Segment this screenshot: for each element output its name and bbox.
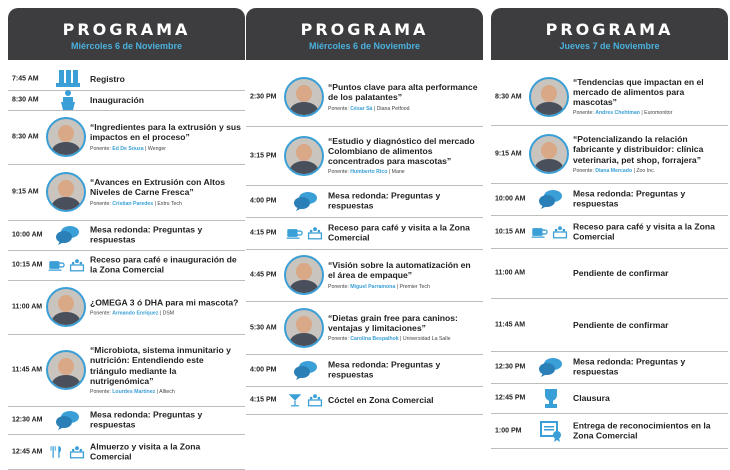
- chat-icon: [292, 359, 320, 381]
- time-label: 1:00 PM: [495, 427, 522, 434]
- speaker-photo: [284, 77, 324, 117]
- speaker-label: Ponente:: [90, 310, 111, 317]
- time-label: 8:30 AM: [495, 93, 522, 100]
- session-info: [573, 77, 724, 117]
- session-info: [328, 360, 479, 381]
- trophy-icon: [537, 387, 565, 409]
- session-info: [573, 420, 724, 441]
- speaker-line: [328, 284, 479, 290]
- speaker-label: Ponente:: [573, 167, 594, 174]
- time-label: 11:00 AM: [12, 303, 43, 311]
- speaker-label: Ponente:: [328, 283, 349, 290]
- speaker-company: Extru Tech: [157, 200, 182, 207]
- column-header: [491, 8, 728, 60]
- separator: |: [387, 169, 392, 176]
- chat-icon: [54, 409, 82, 431]
- speaker-photo: [284, 308, 324, 348]
- speaker-company: Zoo Inc.: [636, 167, 656, 174]
- speaker-photo: [529, 134, 569, 174]
- speaker-company: Mane: [391, 169, 405, 176]
- schedule-row: [8, 110, 245, 165]
- column-date: Miércoles 6 de Noviembre: [70, 41, 183, 51]
- speaker-label: Ponente:: [90, 389, 111, 396]
- session-info: [573, 268, 724, 278]
- speaker-line: [328, 336, 479, 342]
- chat-icon: [537, 188, 565, 210]
- registration-icon: [54, 68, 82, 90]
- speaker-line: [328, 106, 479, 112]
- session-title: “Avances en Extrusión con Altos Niveles de Carne Fresca”: [90, 177, 225, 198]
- time-label: 4:00 PM: [250, 197, 277, 205]
- session-info: [328, 395, 479, 405]
- time-label: 10:15 AM: [12, 261, 43, 269]
- session-title: ¿OMEGA 3 ó DHA para mi mascota?: [90, 297, 239, 308]
- schedule-row: [491, 298, 728, 352]
- session-info: [90, 297, 241, 316]
- speaker-photo: [46, 350, 86, 390]
- speaker-name: César Sá: [350, 105, 373, 112]
- schedule-row: [491, 383, 728, 414]
- speaker-company: Diana Petfood: [376, 105, 410, 112]
- separator: |: [372, 105, 377, 112]
- speaker-name: Ed De Souza: [112, 145, 144, 152]
- time-label: 4:15 PM: [250, 396, 277, 404]
- session-info: [573, 134, 724, 174]
- session-title: Mesa redonda: Preguntas y respuestas: [90, 224, 203, 245]
- speaker-photo: [46, 172, 86, 212]
- session-title: “Ingredientes para la extrusión y sus impactos en el proceso”: [90, 122, 241, 143]
- separator: |: [398, 336, 403, 343]
- session-title: Pendiente de confirmar: [573, 267, 669, 278]
- cutlery-icon: [48, 441, 66, 463]
- session-info: [90, 122, 241, 152]
- time-label: 8:30 AM: [12, 96, 39, 104]
- schedule-column-3: [491, 8, 728, 461]
- session-info: [90, 177, 241, 207]
- time-label: 5:30 AM: [250, 324, 277, 331]
- schedule-row: [491, 183, 728, 216]
- session-info: [90, 345, 241, 395]
- session-title: Mesa redonda: Preguntas y respuestas: [573, 356, 686, 377]
- column-title: PROGRAMA: [545, 20, 674, 39]
- schedule-row: [8, 334, 245, 407]
- column-date: Miércoles 6 de Noviembre: [308, 41, 421, 51]
- speaker-label: Ponente:: [90, 200, 111, 207]
- session-title: “Dietas grain free para caninos: ventajas y limitaciones”: [328, 312, 458, 333]
- schedule-row: [246, 249, 483, 302]
- time-label: 11:45 AM: [12, 366, 43, 374]
- session-info: [90, 95, 241, 105]
- speaker-line: [90, 201, 241, 207]
- schedule-row: [8, 68, 245, 91]
- speaker-label: Ponente:: [573, 110, 594, 117]
- speaker-name: Miguel Parramona: [350, 283, 396, 290]
- speaker-name: Andres Chehtman: [595, 110, 640, 117]
- schedule-row: [491, 248, 728, 299]
- session-title: “Puntos clave para alta performance de los palatantes”: [328, 82, 478, 103]
- time-label: 11:45 AM: [495, 321, 526, 328]
- time-label: 4:45 PM: [250, 271, 277, 279]
- session-title: Clausura: [573, 392, 610, 403]
- schedule-row: [246, 301, 483, 355]
- session-title: Mesa redonda: Preguntas y respuestas: [328, 190, 441, 211]
- separator: |: [632, 167, 637, 174]
- column-title: PROGRAMA: [300, 20, 429, 39]
- booth-icon: [306, 222, 324, 244]
- session-title: “Potencializando la relación fabricante y distribuidor: clínica veterinaria, pet shop, forrajera”: [573, 134, 704, 165]
- chat-icon: [292, 190, 320, 212]
- time-label: 3:15 PM: [250, 152, 277, 159]
- schedule-column-1: [8, 8, 245, 461]
- session-info: [328, 223, 479, 244]
- speaker-label: Ponente:: [328, 105, 349, 112]
- session-title: Cóctel en Zona Comercial: [328, 394, 434, 405]
- speaker-company: Universidad La Salle: [402, 336, 451, 343]
- separator: |: [143, 145, 148, 152]
- speaker-name: Humberto Rico: [350, 169, 388, 176]
- time-label: 12:45 PM: [495, 394, 526, 402]
- speaker-label: Ponente:: [90, 145, 111, 152]
- speaker-photo: [46, 117, 86, 157]
- schedule-row: [8, 434, 245, 470]
- time-label: 4:00 PM: [250, 366, 277, 374]
- booth-icon: [551, 221, 569, 243]
- separator: |: [155, 389, 160, 396]
- chat-icon: [54, 224, 82, 246]
- time-label: 2:30 PM: [250, 93, 277, 101]
- speaker-line: [90, 311, 241, 317]
- booth-icon: [68, 441, 86, 463]
- session-title: “Tendencias que impactan en el mercado de alimentos para mascotas”: [573, 76, 704, 108]
- session-title: Mesa redonda: Preguntas y respuestas: [90, 409, 203, 430]
- speaker-name: Lourdes Martínez: [112, 389, 156, 396]
- certificate-icon: [537, 420, 565, 442]
- schedule-row: [246, 185, 483, 218]
- session-title: Entrega de reconocimientos en la Zona Comercial: [573, 420, 711, 441]
- session-info: [90, 255, 241, 276]
- session-info: [573, 393, 724, 403]
- separator: |: [639, 110, 645, 117]
- time-label: 9:15 AM: [12, 188, 39, 196]
- session-title: “Visión sobre la automatización en el área de empaque”: [328, 260, 471, 281]
- column-header: [8, 8, 245, 60]
- column-date: Jueves 7 de Noviembre: [559, 41, 660, 51]
- booth-icon: [68, 254, 86, 276]
- speaker-label: Ponente:: [328, 169, 349, 176]
- schedule-row: [491, 68, 728, 126]
- session-info: [328, 191, 479, 212]
- session-info: [90, 225, 241, 246]
- time-label: 12:45 AM: [12, 448, 43, 455]
- schedule-row: [8, 250, 245, 281]
- session-title: Inauguración: [90, 94, 144, 105]
- coffee-icon: [531, 221, 549, 243]
- schedule-row: [246, 217, 483, 250]
- speaker-photo: [284, 136, 324, 176]
- speaker-line: [90, 389, 241, 395]
- booth-icon: [306, 389, 324, 411]
- time-label: 10:00 AM: [12, 231, 43, 239]
- speaker-line: [573, 110, 724, 116]
- speaker-photo: [529, 77, 569, 117]
- schedule-column-2: [246, 8, 483, 461]
- speaker-line: [328, 169, 479, 175]
- session-title: “Estudio y diagnóstico del mercado Colombiano de alimentos concentrados para mascotas”: [328, 135, 475, 167]
- speaker-company: Premier Tech: [399, 283, 430, 290]
- schedule-row: [491, 413, 728, 449]
- schedule-row: [491, 351, 728, 384]
- speaker-name: Armando Enríquez: [112, 310, 159, 317]
- session-info: [573, 189, 724, 210]
- schedule-row: [491, 125, 728, 184]
- speaker-label: Ponente:: [328, 336, 349, 343]
- speaker-name: Carolina Bespalhok: [350, 336, 399, 343]
- time-label: 12:30 AM: [12, 416, 43, 424]
- time-label: 11:00 AM: [495, 269, 526, 277]
- schedule-row: [246, 354, 483, 387]
- session-info: [328, 82, 479, 112]
- coffee-icon: [48, 254, 66, 276]
- session-info: [573, 221, 724, 242]
- time-label: 7:45 AM: [12, 75, 39, 83]
- time-label: 8:30 AM: [12, 133, 39, 141]
- session-info: [573, 357, 724, 378]
- schedule-row: [246, 68, 483, 127]
- speaker-line: [573, 168, 724, 174]
- time-label: 12:30 PM: [495, 363, 526, 371]
- session-info: [90, 410, 241, 431]
- session-title: Pendiente de confirmar: [573, 319, 669, 330]
- schedule-row: [491, 215, 728, 249]
- speaker-company: DSM: [162, 310, 175, 317]
- speaker-company: Euromonitor: [644, 110, 673, 117]
- session-title: Receso para café e inauguración de la Zona Comercial: [90, 254, 237, 275]
- speaker-company: Wenger: [147, 145, 166, 152]
- speaker-name: Cristian Paredes: [112, 200, 154, 207]
- schedule-row: [8, 164, 245, 221]
- time-label: 10:00 AM: [495, 195, 526, 203]
- speaker-company: Alltech: [159, 389, 175, 396]
- schedule-row: [8, 280, 245, 335]
- session-title: Mesa redonda: Preguntas y respuestas: [328, 359, 441, 380]
- schedule-row: [8, 220, 245, 251]
- chat-icon: [537, 356, 565, 378]
- time-label: 10:15 AM: [495, 228, 526, 235]
- speaker-photo: [284, 255, 324, 295]
- session-info: [90, 74, 241, 84]
- session-title: Receso para café y visita a la Zona Comercial: [573, 221, 715, 242]
- session-title: Almuerzo y visita a la Zona Comercial: [90, 441, 201, 462]
- session-info: [573, 319, 724, 329]
- session-info: [328, 136, 479, 176]
- column-title: PROGRAMA: [62, 20, 191, 39]
- session-title: “Microbiota, sistema inmunitario y nutrición: Entendiendo este triángulo mediante la nutrigenómica”: [90, 344, 231, 386]
- speaker-photo: [46, 287, 86, 327]
- schedule-row: [246, 386, 483, 415]
- session-info: [90, 441, 241, 462]
- separator: |: [158, 310, 163, 317]
- schedule-row: [8, 406, 245, 435]
- session-info: [328, 313, 479, 343]
- time-label: 4:15 PM: [250, 229, 277, 237]
- session-title: Mesa redonda: Preguntas y respuestas: [573, 188, 686, 209]
- speaker-line: [90, 146, 241, 152]
- schedule-row: [246, 126, 483, 186]
- session-info: [328, 260, 479, 290]
- coffee-icon: [286, 222, 304, 244]
- separator: |: [153, 200, 158, 207]
- podium-icon: [54, 89, 82, 111]
- column-header: [246, 8, 483, 60]
- separator: |: [395, 283, 400, 290]
- cocktail-icon: [286, 389, 304, 411]
- session-title: Registro: [90, 73, 125, 84]
- schedule-row: [8, 90, 245, 111]
- speaker-name: Diana Mercado: [595, 167, 633, 174]
- session-title: Receso para café y visita a la Zona Comercial: [328, 222, 470, 243]
- time-label: 9:15 AM: [495, 150, 522, 158]
